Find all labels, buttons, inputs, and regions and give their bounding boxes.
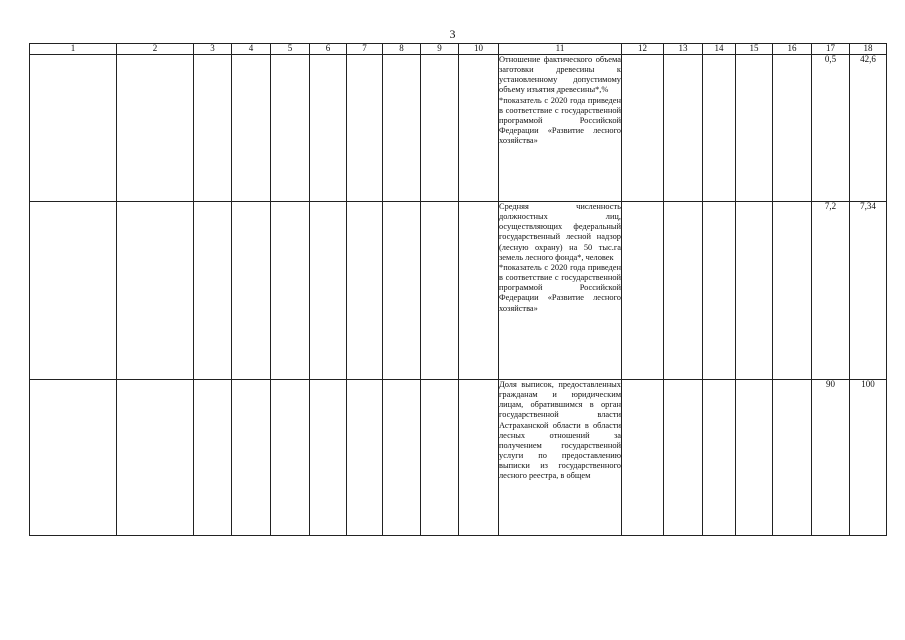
empty-cell	[664, 380, 703, 536]
empty-cell	[30, 202, 117, 380]
indicator-cell	[499, 202, 622, 380]
empty-cell	[232, 202, 271, 380]
empty-cell	[664, 55, 703, 202]
empty-cell	[736, 380, 773, 536]
column-header: 17	[812, 44, 850, 55]
empty-cell	[232, 380, 271, 536]
empty-cell	[622, 55, 664, 202]
page-number: 3	[449, 27, 456, 41]
empty-cell	[347, 202, 383, 380]
empty-cell	[310, 55, 347, 202]
column-header: 14	[703, 44, 736, 55]
empty-cell	[117, 380, 194, 536]
empty-cell	[117, 55, 194, 202]
column-header: 1	[30, 44, 117, 55]
empty-cell	[459, 202, 499, 380]
column-header: 9	[421, 44, 459, 55]
table-header-row	[30, 44, 887, 55]
column-header: 4	[232, 44, 271, 55]
empty-cell	[30, 55, 117, 202]
empty-cell	[30, 380, 117, 536]
value-col18: 42,6	[850, 55, 887, 202]
empty-cell	[194, 380, 232, 536]
value-col17: 0,5	[812, 55, 850, 202]
indicators-table	[29, 43, 887, 536]
empty-cell	[383, 380, 421, 536]
empty-cell	[117, 202, 194, 380]
empty-cell	[664, 202, 703, 380]
empty-cell	[773, 380, 812, 536]
column-header: 16	[773, 44, 812, 55]
column-header: 3	[194, 44, 232, 55]
empty-cell	[421, 202, 459, 380]
table-row	[30, 380, 887, 536]
empty-cell	[347, 55, 383, 202]
empty-cell	[310, 380, 347, 536]
column-header: 12	[622, 44, 664, 55]
empty-cell	[622, 202, 664, 380]
empty-cell	[421, 380, 459, 536]
empty-cell	[310, 202, 347, 380]
empty-cell	[421, 55, 459, 202]
empty-cell	[383, 55, 421, 202]
empty-cell	[703, 380, 736, 536]
empty-cell	[232, 55, 271, 202]
empty-cell	[773, 202, 812, 380]
empty-cell	[347, 380, 383, 536]
column-header: 5	[271, 44, 310, 55]
indicator-note: *показатель с 2020 года приведен в соответствие с государственной программой Российской Федерации «Развитие лесного хозяйства»	[499, 95, 621, 146]
empty-cell	[271, 380, 310, 536]
empty-cell	[383, 202, 421, 380]
empty-cell	[194, 202, 232, 380]
empty-cell	[459, 380, 499, 536]
column-header: 11	[499, 44, 622, 55]
value-col18: 7,34	[850, 202, 887, 380]
value-col17: 7,2	[812, 202, 850, 380]
empty-cell	[703, 202, 736, 380]
empty-cell	[773, 55, 812, 202]
empty-cell	[622, 380, 664, 536]
empty-cell	[271, 202, 310, 380]
empty-cell	[703, 55, 736, 202]
column-header: 15	[736, 44, 773, 55]
indicator-text: Отношение фактического объема заготовки древесины к установленному допустимому объему изъятия древесины*,%	[499, 55, 621, 95]
indicator-cell	[499, 380, 622, 536]
value-col18: 100	[850, 380, 887, 536]
table-row	[30, 202, 887, 380]
empty-cell	[194, 55, 232, 202]
empty-cell	[459, 55, 499, 202]
value-col17: 90	[812, 380, 850, 536]
column-header: 8	[383, 44, 421, 55]
column-header: 13	[664, 44, 703, 55]
column-header: 10	[459, 44, 499, 55]
indicator-cell	[499, 55, 622, 202]
indicator-text: Средняя численность должностных лиц, осуществляющих федеральный государственный лесной надзор (лесную охрану) на 50 тыс.га земель лесного фонда*, человек	[499, 202, 621, 262]
column-header: 18	[850, 44, 887, 55]
indicator-note: *показатель с 2020 года приведен в соответствие с государственной программой Российской Федерации «Развитие лесного хозяйства»	[499, 262, 621, 313]
column-header: 7	[347, 44, 383, 55]
empty-cell	[736, 202, 773, 380]
column-header: 2	[117, 44, 194, 55]
column-header: 6	[310, 44, 347, 55]
empty-cell	[271, 55, 310, 202]
table-row	[30, 55, 887, 202]
indicator-text: Доля выписок, предоставленных гражданам и юридическим лицам, обратившимся в орган государственной власти Астраханской области в области лесных отношений за получением государственной услуги по предоставлению выписки из государственного лесного реестра, в общем	[499, 380, 621, 481]
empty-cell	[736, 55, 773, 202]
